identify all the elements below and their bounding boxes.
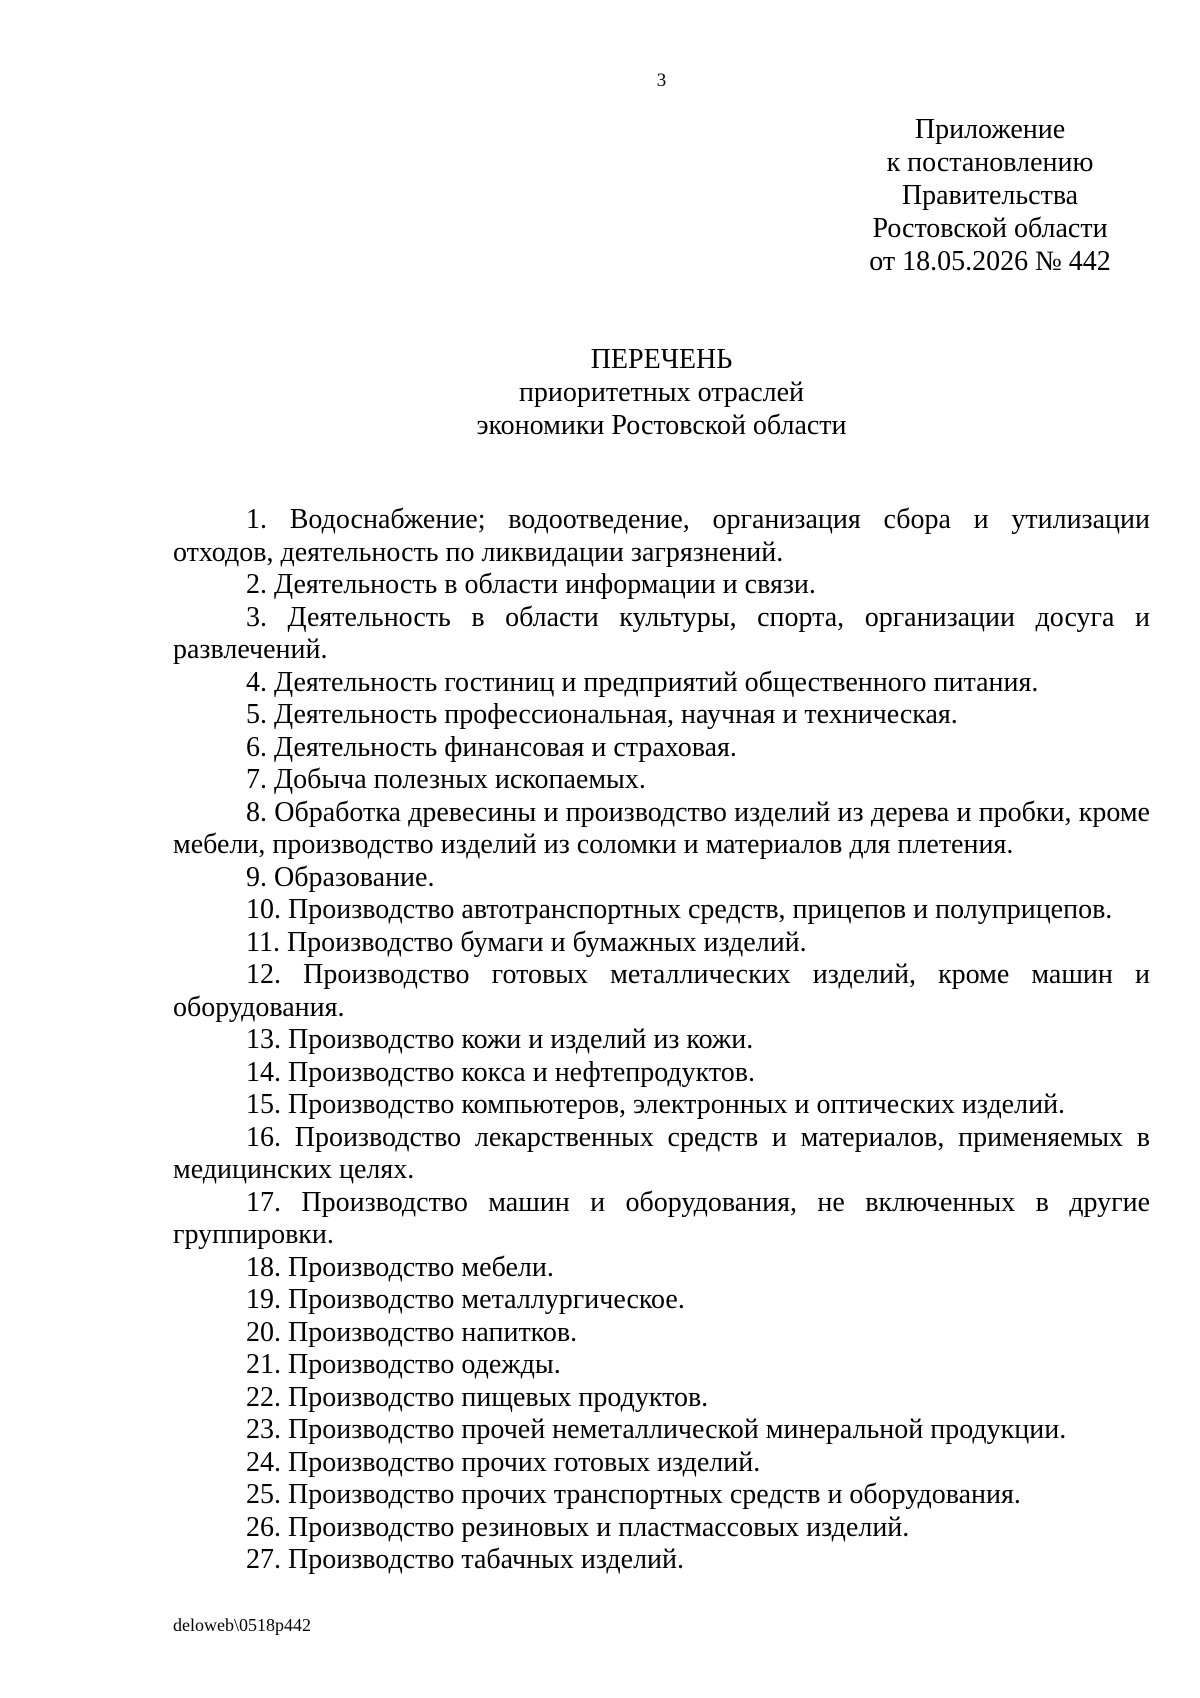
list-item: 3. Деятельность в области культуры, спорта, организации досуга и развлечений. bbox=[173, 601, 1150, 665]
appendix-line: Приложение bbox=[914, 114, 1066, 145]
page-number: 3 bbox=[656, 70, 667, 91]
list-item: 26. Производство резиновых и пластмассовых изделий. bbox=[246, 1511, 910, 1543]
document-title bbox=[0, 343, 1200, 442]
title-subtitle: экономики Ростовской области bbox=[476, 410, 847, 441]
industry-list bbox=[173, 504, 1150, 1577]
title-subtitle: приоритетных отраслей bbox=[518, 377, 805, 408]
list-item: 24. Производство прочих готовых изделий. bbox=[246, 1446, 761, 1478]
list-item: 20. Производство напитков. bbox=[246, 1316, 578, 1348]
list-item: 7. Добыча полезных ископаемых. bbox=[246, 764, 646, 795]
list-item: 9. Образование. bbox=[246, 861, 435, 893]
list-item: 2. Деятельность в области информации и связи. bbox=[246, 569, 816, 600]
list-item: 8. Обработка древесины и производство изделий из дерева и пробки, кроме мебели, производство изделий из соломки и материалов для плетения. bbox=[173, 796, 1150, 860]
list-item: 22. Производство пищевых продуктов. bbox=[246, 1381, 709, 1413]
list-item: 13. Производство кожи и изделий из кожи. bbox=[246, 1024, 754, 1055]
list-item: 23. Производство прочей неметаллической минеральной продукции. bbox=[246, 1414, 1067, 1445]
list-item: 25. Производство прочих транспортных средств и оборудования. bbox=[246, 1479, 1021, 1510]
list-item: 10. Производство автотранспортных средств, прицепов и полуприцепов. bbox=[246, 894, 1113, 925]
list-item: 19. Производство металлургическое. bbox=[246, 1284, 685, 1315]
list-item: 5. Деятельность профессиональная, научная и техническая. bbox=[246, 699, 958, 730]
list-item: 12. Производство готовых металлических изделий, кроме машин и оборудования. bbox=[173, 959, 1150, 1023]
list-item: 27. Производство табачных изделий. bbox=[246, 1544, 685, 1575]
list-item: 6. Деятельность финансовая и страховая. bbox=[246, 731, 737, 763]
list-item: 1. Водоснабжение; водоотведение, организация сбора и утилизации отходов, деятельность по ликвидации загрязнений. bbox=[173, 504, 1150, 568]
list-item: 17. Производство машин и оборудования, не включенных в другие группировки. bbox=[173, 1186, 1150, 1250]
appendix-line: к постановлению bbox=[886, 147, 1094, 178]
appendix-line: Правительства bbox=[901, 180, 1079, 211]
list-item: 11. Производство бумаги и бумажных изделий. bbox=[246, 926, 807, 958]
appendix-date-number: от 18.05.2026 № 442 bbox=[869, 246, 1111, 277]
list-item: 4. Деятельность гостиниц и предприятий общественного питания. bbox=[246, 666, 1039, 698]
list-item: 15. Производство компьютеров, электронных и оптических изделий. bbox=[246, 1089, 1066, 1120]
appendix-block bbox=[820, 113, 1160, 278]
list-item: 18. Производство мебели. bbox=[246, 1251, 554, 1283]
list-item: 14. Производство кокса и нефтепродуктов. bbox=[246, 1056, 756, 1088]
list-item: 21. Производство одежды. bbox=[246, 1349, 561, 1380]
title-heading: ПЕРЕЧЕНЬ bbox=[590, 344, 733, 375]
appendix-line: Ростовской области bbox=[872, 213, 1108, 244]
list-item: 16. Производство лекарственных средств и материалов, применяемых в медицинских целях. bbox=[173, 1121, 1150, 1185]
document-file-code: deloweb\0518p442 bbox=[173, 1615, 311, 1635]
